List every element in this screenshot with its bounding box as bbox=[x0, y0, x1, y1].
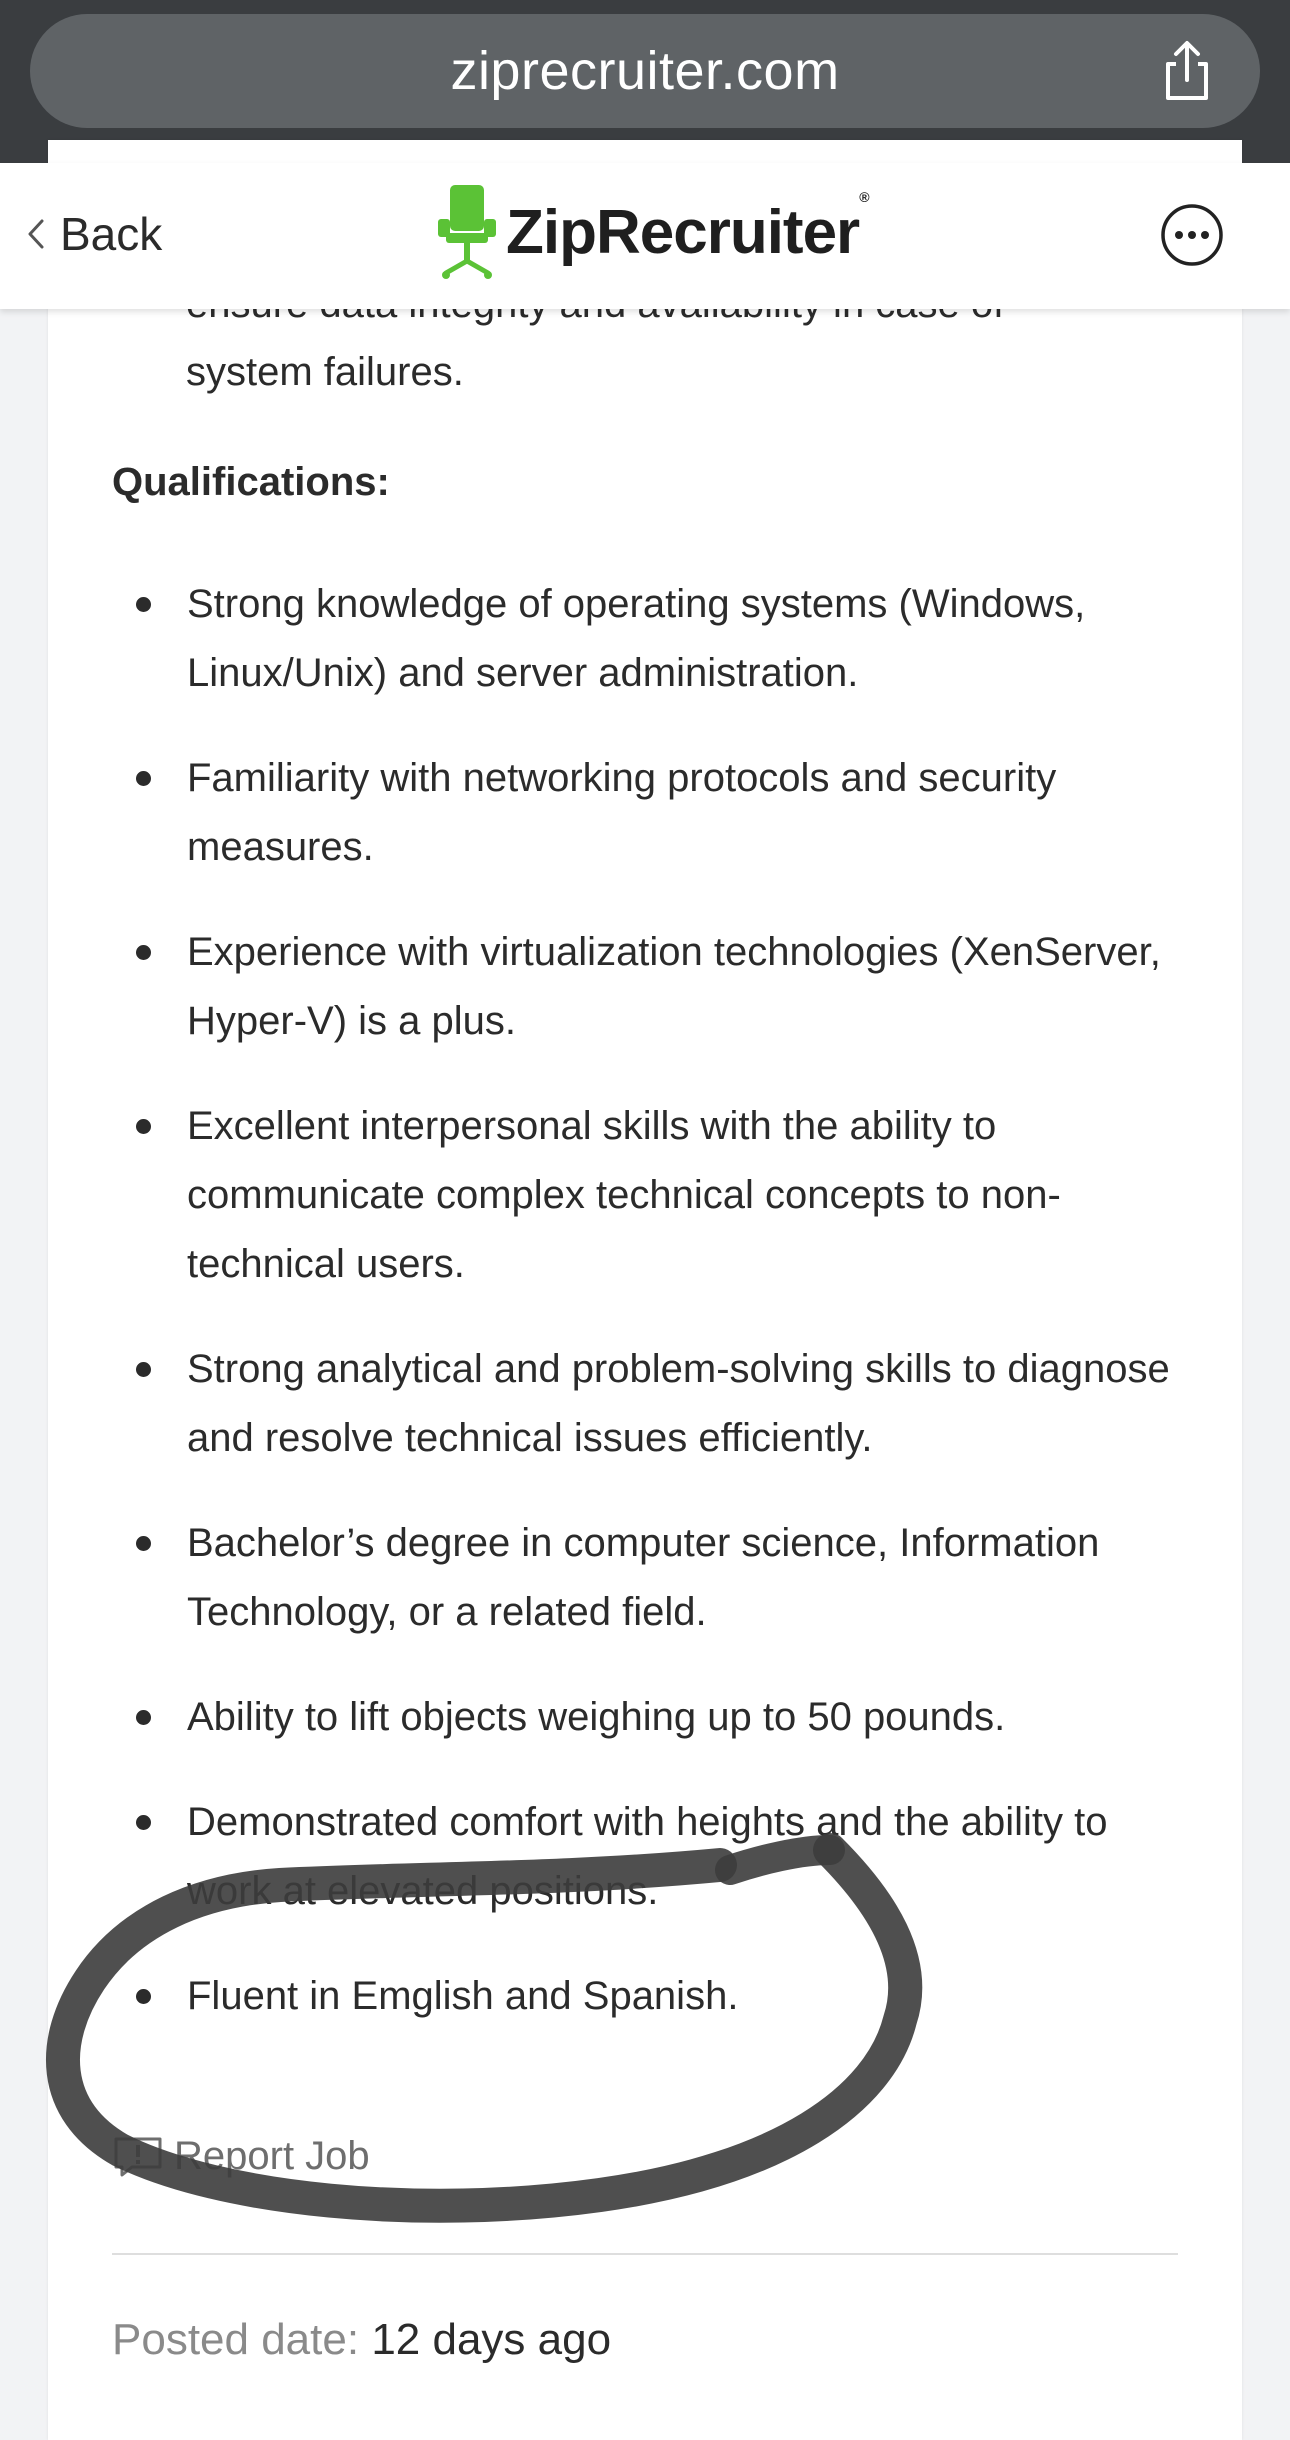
qualification-item bbox=[112, 1683, 1192, 1752]
bullet bbox=[136, 597, 151, 612]
posted-date-label: Posted date: bbox=[112, 2315, 360, 2364]
back-label: Back bbox=[60, 208, 163, 260]
qualification-item bbox=[112, 1092, 1192, 1299]
qualification-item bbox=[112, 1335, 1192, 1473]
bullet bbox=[136, 771, 151, 786]
qualification-text: Familiarity with networking protocols and security measures. bbox=[187, 756, 1057, 869]
qualification-item bbox=[112, 744, 1192, 882]
posted-date-value: 12 days ago bbox=[371, 2315, 612, 2364]
bullet bbox=[136, 1710, 151, 1725]
share-icon[interactable] bbox=[1154, 38, 1220, 104]
report-job-label: Report Job bbox=[174, 2134, 370, 2178]
bullet bbox=[136, 1362, 151, 1377]
bullet bbox=[136, 1119, 151, 1134]
qualification-text: Bachelor’s degree in computer science, Information Technology, or a related field. bbox=[187, 1521, 1100, 1634]
qualification-item bbox=[112, 1962, 1192, 2031]
qualification-text: Excellent interpersonal skills with the ability to communicate complex technical concepts to non-technical users. bbox=[187, 1104, 1061, 1286]
report-flag-icon bbox=[112, 2135, 164, 2179]
qualification-text: Strong analytical and problem-solving skills to diagnose and resolve technical issues efficiently. bbox=[187, 1347, 1170, 1460]
ziprecruiter-logo[interactable] bbox=[436, 183, 869, 281]
qualification-item bbox=[112, 918, 1192, 1056]
url-text: ziprecruiter.com bbox=[450, 41, 840, 101]
qualification-text: Ability to lift objects weighing up to 50 pounds. bbox=[187, 1695, 1006, 1739]
description-line: system failures. bbox=[186, 350, 464, 394]
chevron-left-icon bbox=[26, 217, 46, 251]
bullet bbox=[136, 945, 151, 960]
qualification-text: Strong knowledge of operating systems (Windows, Linux/Unix) and server administration. bbox=[187, 582, 1086, 695]
report-job-link[interactable] bbox=[112, 2134, 370, 2179]
qualifications-heading: Qualifications: bbox=[112, 460, 390, 504]
bullet bbox=[136, 1815, 151, 1830]
qualification-item bbox=[112, 1788, 1192, 1926]
bullet bbox=[136, 1536, 151, 1551]
more-options-icon[interactable] bbox=[1160, 203, 1224, 267]
logo-text: ZipRecruiter® bbox=[506, 188, 869, 267]
bullet bbox=[136, 1989, 151, 2004]
divider bbox=[112, 2253, 1178, 2255]
qualification-text: Experience with virtualization technologies (XenServer, Hyper-V) is a plus. bbox=[187, 930, 1161, 1043]
qualification-text: Fluent in Emglish and Spanish. bbox=[187, 1974, 739, 2018]
qualification-text: Demonstrated comfort with heights and the ability to work at elevated positions. bbox=[187, 1800, 1108, 1913]
address-bar[interactable] bbox=[30, 14, 1260, 128]
browser-toolbar bbox=[0, 0, 1290, 163]
posted-date bbox=[112, 2315, 611, 2365]
qualification-item bbox=[112, 1509, 1192, 1647]
app-header bbox=[0, 163, 1290, 309]
chair-icon bbox=[436, 183, 498, 281]
back-button[interactable] bbox=[26, 207, 162, 261]
qualifications-list bbox=[112, 570, 1192, 2067]
qualification-item bbox=[112, 570, 1192, 708]
